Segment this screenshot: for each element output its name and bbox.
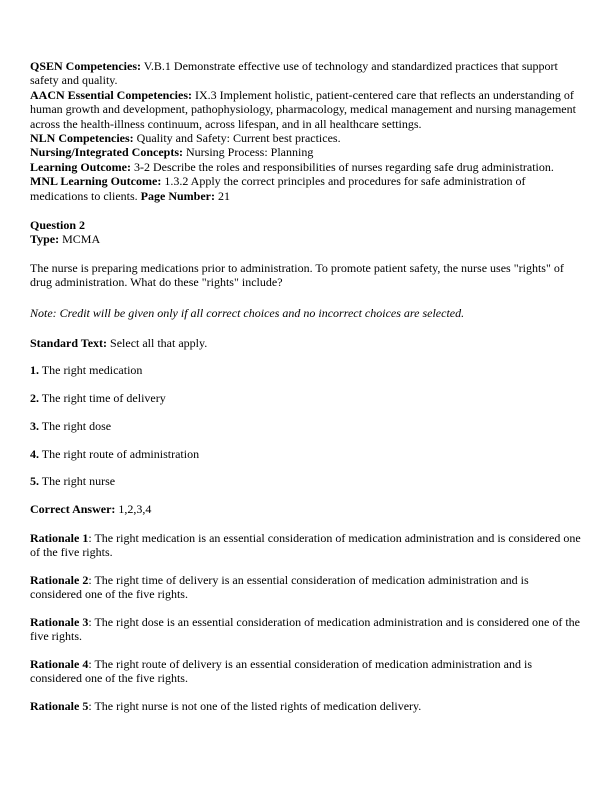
rationale-label: Rationale 5: [30, 699, 89, 713]
question-header: [30, 218, 582, 247]
mnl-label: MNL Learning Outcome:: [30, 174, 162, 189]
rationale-text: : The right time of delivery is an essential consideration of medication administration and is considered one of the five rights.: [30, 573, 529, 602]
option-number: 2.: [30, 391, 39, 405]
nln-line: [30, 131, 582, 145]
rationale: [30, 573, 582, 602]
rationale-label: Rationale 4: [30, 657, 89, 671]
option: [30, 363, 582, 377]
aacn-text: IX.3 Implement holistic, patient-centered care that reflects an understanding of human growth and development, pathophysiology, pharmacology, medical management and nursing management across the health-illness continuum, across lifespan, and in all healthcare settings.: [30, 87, 576, 131]
page-number-label: Page Number:: [140, 188, 215, 203]
rationale-text: : The right route of delivery is an essential consideration of medication administration and is considered one of the five rights.: [30, 657, 533, 686]
correct-answer: [30, 502, 582, 516]
option-text: The right medication: [39, 363, 143, 377]
option: [30, 419, 582, 433]
question-title: Question 2: [30, 218, 86, 232]
standard-label: Standard Text:: [30, 336, 108, 350]
option: [30, 447, 582, 461]
rationale-label: Rationale 1: [30, 531, 89, 545]
concepts-text: Nursing Process: Planning: [183, 145, 314, 160]
option-text: The right route of administration: [39, 447, 200, 461]
type-label: Type:: [30, 232, 60, 247]
competencies-block: [30, 59, 582, 203]
option-text: The right dose: [39, 419, 112, 433]
qsen-text: V.B.1 Demonstrate effective use of technology and standardized practices that support safety and quality.: [30, 59, 558, 88]
rationale-text: : The right medication is an essential consideration of medication administration and is considered one of the five rights.: [30, 531, 581, 560]
option-number: 4.: [30, 447, 39, 461]
aacn-label: AACN Essential Competencies:: [30, 87, 192, 102]
rationale: [30, 699, 582, 713]
type-value: MCMA: [59, 232, 101, 247]
rationale-text: : The right dose is an essential consideration of medication administration and is considered one of the five rights.: [30, 615, 580, 644]
page-number-value: 21: [214, 188, 230, 203]
rationale-text: : The right nurse is not one of the listed rights of medication delivery.: [88, 699, 422, 713]
learning-outcome-line: [30, 160, 582, 174]
answer-label: Correct Answer:: [30, 502, 116, 516]
concepts-label: Nursing/Integrated Concepts:: [30, 145, 183, 160]
option-text: The right time of delivery: [39, 391, 166, 405]
rationale: [30, 657, 582, 686]
option-number: 3.: [30, 419, 39, 433]
concepts-line: [30, 145, 582, 159]
nln-label: NLN Competencies:: [30, 131, 134, 146]
option: [30, 391, 582, 405]
standard-value: Select all that apply.: [107, 336, 208, 350]
question-stem: The nurse is preparing medications prior to administration. To promote patient safety, the nurse uses "rights" of drug administration. What do these "rights" include?: [30, 261, 564, 290]
rationale-label: Rationale 2: [30, 573, 89, 587]
rationale-label: Rationale 3: [30, 615, 89, 629]
mnl-line: [30, 174, 550, 203]
standard-text: [30, 336, 582, 350]
option: [30, 474, 582, 488]
option-text: The right nurse: [39, 474, 116, 488]
option-number: 1.: [30, 363, 39, 377]
nln-text: Quality and Safety: Current best practices.: [133, 131, 341, 146]
aacn-line: [30, 88, 582, 131]
rationale: [30, 531, 582, 560]
qsen-line: [30, 59, 582, 88]
mnl-text: 1.3.2 Apply the correct principles and procedures for safe administration of medications to clients.: [30, 174, 526, 203]
qsen-label: QSEN Competencies:: [30, 59, 141, 73]
credit-note: Note: Credit will be given only if all correct choices and no incorrect choices are selected.: [30, 306, 465, 320]
option-number: 5.: [30, 474, 39, 488]
learning-outcome-label: Learning Outcome:: [30, 159, 131, 174]
answer-value: 1,2,3,4: [115, 502, 152, 516]
learning-outcome-text: 3-2 Describe the roles and responsibilities of nurses regarding safe drug administration.: [131, 159, 554, 174]
rationale: [30, 615, 582, 644]
